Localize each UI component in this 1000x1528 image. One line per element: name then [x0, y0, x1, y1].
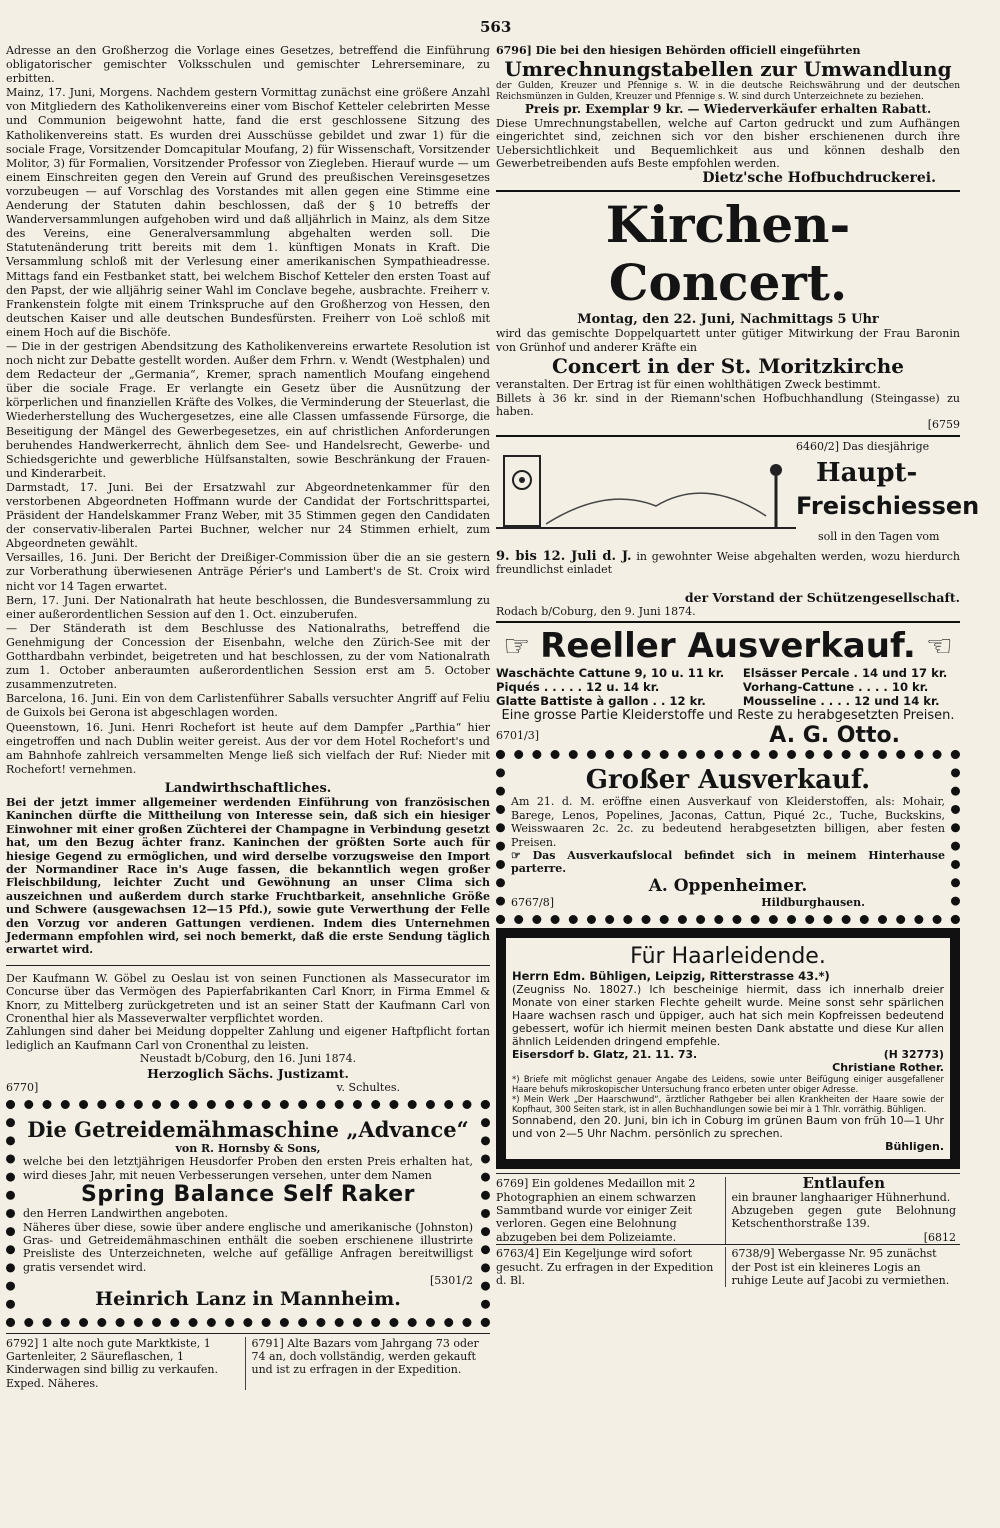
shooting-place: Rodach b/Coburg, den 9. Juni 1874. — [496, 604, 696, 618]
shooting-text: soll in den Tagen vom — [818, 529, 940, 543]
price-item: Vorhang-Cattune . . . . 10 kr. — [742, 680, 929, 695]
tables-number: 6796] — [496, 44, 532, 57]
notice-text: Der Kaufmann W. Göbel zu Oeslau ist von seinen Functionen als Massecurator im Concurse über das Vermögen des Papierfabrikanten Carl Knorr, in Firma Emmel & Knorr, zu Mittelberg zurückgetreten und ist an seiner Statt der Kaufmann Carl von Cronenthal hier als Masseverwalter verpflichtet worden. — [6, 971, 490, 1025]
oppenheimer-number: 6767/8] — [511, 895, 554, 909]
hair-code: (H 32773) — [883, 1048, 944, 1062]
advance-number: [5301/2 — [430, 1274, 473, 1288]
otto-number: 6701/3] — [496, 729, 539, 743]
news-paragraph: Darmstadt, 17. Juni. Bei der Ersatzwahl zur Abgeordnetenkammer für den verstorbenen Abgeordneten Hoffmann wurde der Candidat der Fortschrittspartei, Präsident der Handelskammer Franz Weber, mit 35 Stimmen gegen den Candidaten der conservativ-liberalen Partei Buchner, welcher nur 24 Stimmen erhielt, zum Abgeordneten gewählt. — [6, 480, 490, 551]
news-paragraph: Barcelona, 16. Juni. Ein von dem Carlistenführer Saballs versuchter Angriff auf Feliu de Guixols bei Gerona ist abgeschlagen worden. — [6, 692, 490, 720]
hair-signature: Christiane Rother. — [832, 1061, 944, 1075]
advance-company: Heinrich Lanz in Mannheim. — [95, 1287, 401, 1310]
news-paragraph: Mainz, 17. Juni, Morgens. Nachdem gestern Vormittag zunächst eine größere Anzahl von Mitgliedern des Katholikenvereins einer vom Bischof Ketteler celebrirten Messe und Communion beigewohnt hatte, fand die erst geschlossene Sitzung des Katholikenvereins statt. Es wurden drei Ausschüsse gebildet und zwar 1) für die sociale Frage, Vorsitzender Domcapitular Moufang, 2) für Wissenschaft, Vorsitzender Molitor, 3) für Formalien, Vorsitzender Professor von Ziegleben. Hierauf wurde — um einem Einschreiten gegen den Verein auf Grund des preußischen Vereinsgesetzes vorzubeugen — auf Vorschlag des Vorstandes mit allen gegen eine Stimme eine Aenderung der Statuten dahin beschlossen, daß der § 10 betreffs der Wanderversammlungen aufgehoben wird und daß alljährlich in Mainz, als dem Sitze des Vereins, eine Generalversammlung abgehalten werden soll. Die Statutenänderung tritt bereits mit dem 1. künftigen Monats in Kraft. Die Versammlung schloß mit der Verlesung einer amerikanischen Sympathieadresse. Mittags fand ein Festbanket statt, bei welchem Bischof Ketteler den ersten Toast auf den Papst, der wie alljährig seiner Wahl im Conclave begehe, ausbrachte. Freiherr v. Frankenstein folgte mit einem Trinkspruche auf den Großherzog von Hessen, den deutschen Kaiser und alle deutschen Bundesfürsten. Freiherr von Loë schloß mit einem Hoch auf die Bischöfe. — [6, 86, 490, 339]
oppenheimer-ad — [496, 750, 960, 924]
news-paragraph: Bern, 17. Juni. Der Nationalrath hat heute beschlossen, die Bundesversammlung zu einer außerordentlichen Session auf den 1. Oct. einzuberufen. — [6, 593, 490, 621]
advance-model: Spring Balance Self Raker — [81, 1182, 415, 1208]
oppenheimer-text: Am 21. d. M. eröffne einen Ausverkauf von Kleiderstoffen, als: Mohair, Barege, Lenos, Popelines, Jaconas, Cattun, Piqué 2c., Tuche, Buckskins, Weisswaaren 2c. 2c. zu bedeutend herabgesetzten billigen, aber festen Preisen. — [511, 795, 945, 849]
hair-place: Eisersdorf b. Glatz, 21. 11. 73. — [512, 1048, 698, 1062]
divider — [6, 965, 490, 966]
notice-signature: v. Schultes. — [336, 1080, 400, 1094]
price-item: Mousseline . . . . 12 und 14 kr. — [742, 694, 940, 709]
oppenheimer-note: ☞ Das Ausverkaufslocal befindet sich in meinem Hinterhause parterre. — [511, 848, 945, 876]
hair-text: (Zeugniss No. 18027.) Ich bescheinige hiermit, dass ich innerhalb dreier Monate von einer starken Flechte geheilt wurde. Meine sonst sehr spärlichen Haare wachsen rasch und üppiger, auch hat sich mein Kopfreissen bedeutend gebessert, wofür ich hiermit meinen besten Dank abstatte und diese Kur allen ähnlich Leidenden dringend empfehle. — [512, 983, 944, 1049]
escaped-text-2: Abzugeben gegen gute Belohnung Ketschenthorstraße 139. — [731, 1203, 956, 1231]
advance-ad — [6, 1100, 490, 1327]
shooting-dates: 9. bis 12. Juli d. J. — [496, 548, 632, 564]
hair-signature-2: Bühligen. — [885, 1140, 944, 1154]
concert-text-3: Billets à 36 kr. sind in der Riemann'schen Hofbuchhandlung (Steingasse) zu haben. — [496, 391, 960, 419]
hair-ad — [496, 928, 960, 1169]
tables-price: Preis pr. Exemplar 9 kr. — Wiederverkäufer erhalten Rabatt. — [524, 102, 932, 117]
advance-text-3: Näheres über diese, sowie über andere englische und amerikanische (Johnston) Gras- und Getreidemähmaschinen enthält die soeben erschienene illustrirte Preisliste des Unterzeichneten, welche auf gefällige Anfragen bereitwilligst gratis versendet wird. — [23, 1220, 473, 1274]
advance-title: Die Getreidemähmaschine „Advance“ — [27, 1117, 469, 1142]
medal-ad: 6769] Ein goldenes Medaillon mit 2 Photographien an einem schwarzen Sammtband wurde vor einiger Zeit verloren. Gegen eine Belohnung abzugeben bei dem Polizeiamte. — [496, 1177, 726, 1244]
news-paragraph: — Der Ständerath ist dem Beschlusse des Nationalraths, betreffend die Genehmigung der Concession der Eisenbahn, welche den Zürich-See mit der Gotthardbahn verbindet, beigetreten und hat beschlossen, zu der vom Nationalrath zum 1. October anberaumten außerordentlichen Session erst am 5. October zusammenzutreten. — [6, 621, 490, 692]
advance-maker: von R. Hornsby & Sons, — [175, 1142, 321, 1155]
news-section — [6, 44, 490, 777]
concert-subtitle: Concert in der St. Moritzkirche — [551, 354, 904, 379]
kegel-ad: 6763/4] Ein Kegeljunge wird sofort gesucht. Zu erfragen in der Expedition d. Bl. — [496, 1247, 726, 1287]
concert-date: Montag, den 22. Juni, Nachmittags 5 Uhr — [577, 312, 879, 328]
hair-footnote: *) Mein Werk „Der Haarschwund“, ärztlicher Rathgeber bei allen Krankheiten der Haare sowie der Kopfhaut, 300 Seiten stark, ist in allen Buchhandlungen sowie bei mir à 1 Thlr. vorräthig. Bühligen. — [512, 1094, 944, 1115]
tables-ad — [496, 44, 960, 186]
notice-ad — [6, 972, 490, 1094]
notice-place: Neustadt b/Coburg, den 16. Juni 1874. — [139, 1052, 357, 1066]
oppenheimer-company: A. Oppenheimer. — [648, 875, 808, 896]
concert-number: [6759 — [927, 418, 960, 432]
shooting-text-2: in gewohnter Weise abgehalten werden, wozu hierdurch freundlichst einladet — [496, 549, 960, 577]
small-ad: 6792] 1 alte noch gute Marktkiste, 1 Gartenleiter, 2 Säureflaschen, 1 Kinderwagen sind billig zu verkaufen. Exped. Näheres. — [6, 1337, 246, 1391]
pointing-hand-icon: ☞ — [503, 628, 531, 664]
otto-price-list — [496, 666, 960, 708]
logis-ad: 6738/9] Webergasse Nr. 95 zunächst der Post ist ein kleineres Logis an ruhige Leute auf Jacobi zu vermiethen. — [731, 1247, 950, 1287]
tables-text-2: Diese Umrechnungstabellen, welche auf Carton gedruckt und zum Aufhängen eingerichtet sind, zeichnen sich vor den bisher erschienenen durch ihre Uebersichtlichkeit und Bequemlichkeit aus und können deshalb den Gewerbetreibenden aufs Beste empfohlen werden. — [496, 116, 960, 171]
shooting-title-2: Freischiessen — [796, 491, 980, 520]
tables-text: der Gulden, Kreuzer und Pfennige s. W. in die deutsche Reichswährung und der deutschen Reichsmünzen in Gulden, Kreuzer und Pfennige s. W. sind durch Unterzeichnete zu beziehen. — [496, 81, 960, 103]
notice-number: 6770] — [6, 1080, 39, 1094]
notice-authority: Herzoglich Sächs. Justizamt. — [147, 1065, 349, 1081]
small-ads-row — [6, 1333, 490, 1391]
price-item: Piqués . . . . . 12 u. 14 kr. — [496, 680, 660, 695]
shooting-ad — [496, 439, 980, 590]
oppenheimer-place: Hildburghausen. — [761, 895, 865, 909]
advance-text: welche bei den letztjährigen Heusdorfer Proben den ersten Preis erhalten hat, wird dieses Jahr, mit neuen Verbesserungen versehen, unter dem Namen — [23, 1155, 473, 1182]
news-paragraph: Versailles, 16. Juni. Der Bericht der Dreißiger-Commission über die an sie gestern zur Vorberathung überwiesenen Anträge Périer's und Lambert's de St. Croix wird nicht vor 14 Tagen erwartet. — [6, 551, 490, 593]
concert-text: wird das gemischte Doppelquartett unter gütiger Mitwirkung der Frau Baronin von Grünhof und anderer Kräfte ein — [496, 327, 960, 354]
advance-text-2: den Herren Landwirthen angeboten. — [23, 1207, 228, 1221]
escaped-text: ein brauner langhaariger Hühnerhund. — [731, 1190, 951, 1204]
pointing-hand-icon: ☜ — [925, 628, 953, 664]
shooting-title-1: Haupt- — [816, 457, 918, 488]
right-column — [496, 44, 980, 1520]
small-ads-row — [496, 1244, 960, 1287]
price-item: Waschächte Cattune 9, 10 u. 11 kr. — [496, 666, 725, 681]
concert-text-2: veranstalten. Der Ertrag ist für einen wohlthätigen Zweck bestimmt. — [496, 378, 881, 392]
otto-title: Reeller Ausverkauf. — [540, 626, 916, 667]
shooting-number: 6460/2] — [796, 439, 839, 453]
news-paragraph: Adresse an den Großherzog die Vorlage eines Gesetzes, betreffend die Einführung obligatorischer gemischter Volksschulen und gemischter Lehrerseminare, zu erbitten. — [6, 44, 490, 86]
tables-title: Umrechnungstabellen zur Umwandlung — [504, 57, 952, 82]
news-paragraph: Queenstown, 16. Juni. Henri Rochefort ist heute auf dem Dampfer „Parthia“ hier eingetroffen und nach Dublin weiter gereist. Aus der vor dem Hotel Rochefort's und am Bahnhofe zahlreich versammelten Menge ließ sich vielfach der Ruf: Nieder mit Rochefort! vernehmen. — [6, 720, 490, 776]
oppenheimer-title: Großer Ausverkauf. — [585, 765, 871, 796]
news-paragraph: — Die in der gestrigen Abendsitzung des Katholikenvereins erwartete Resolution ist noch nicht zur Debatte gestellt worden. Außer dem Frhrn. v. Wendt (Westphalen) und dem Redacteur der „Germania“, Kremer, sprach namentlich Moufang eingehend über die sociale Frage. Er verlangte ein Gesetz über die Ausnützung der körperlichen und finanziellen Kräfte des Volkes, die Verminderung der Steuerlast, die Wiederherstellung des Wuchergesetzes, eine alle Classen umfassende Fürsorge, die Beseitigung der Mängel des Gewerbegesetzes, ein auf christlichen Anforderungen beruhendes Handwerkerrecht, ähnlich dem See- und Handelsrecht, Gewerbe- und Schiedsgerichte und gewerbliche Hülfsanstalten, sowie Beschränkung der Frauen- und Kinderarbeit. — [6, 339, 490, 480]
concert-ad — [496, 196, 960, 431]
hair-title: Für Haarleidende. — [630, 944, 826, 970]
price-item: Glatte Battiste à gallon . . 12 kr. — [496, 694, 706, 709]
shooting-intro: Das diesjährige — [842, 439, 930, 453]
shooting-range-illustration — [496, 446, 796, 546]
concert-title: Kirchen-Concert. — [605, 195, 851, 313]
hair-text-2: Sonnabend, den 20. Juni, bin ich in Coburg im grünen Baum von früh 10—1 Uhr und von 2—5 Uhr Nachm. persönlich zu sprechen. — [512, 1114, 944, 1141]
page-number: 563 — [480, 18, 512, 36]
otto-ad — [496, 626, 960, 748]
hair-address: Herrn Edm. Bühligen, Leipzig, Ritterstrasse 43.*) — [512, 969, 830, 984]
tables-signature: Dietz'sche Hofbuchdruckerei. — [702, 170, 936, 187]
hair-footnote: *) Briefe mit möglichst genauer Angabe des Leidens, sowie unter Beifügung einiger ausgefallener Haare behufs mikroskopischer Untersuchung franco erbeten unter obiger Adresse. — [512, 1074, 944, 1095]
notice-text-2: Zahlungen sind daher bei Meidung doppelter Zahlung und eigener Haftpflicht fortan lediglich an Kaufmann Carl von Cronenthal zu leisten. — [6, 1025, 490, 1052]
escaped-title: Entlaufen — [802, 1174, 885, 1193]
shooting-signature: der Vorstand der Schützengesellschaft. — [684, 589, 960, 605]
escaped-number: [6812 — [923, 1230, 956, 1244]
price-item: Elsässer Percale . 14 und 17 kr. — [742, 666, 948, 681]
escaped-dog-ad — [731, 1174, 961, 1244]
small-ad: 6791] Alte Bazars vom Jahrgang 73 oder 74 an, doch vollständig, werden gekauft und ist zu erfragen in der Expedition. — [251, 1336, 479, 1377]
otto-company: A. G. Otto. — [769, 723, 900, 749]
left-column — [6, 44, 490, 1520]
agri-heading: Landwirthschaftliches. — [164, 780, 332, 796]
tables-intro: Die bei den hiesigen Behörden officiell eingeführten — [535, 44, 861, 57]
otto-text: Eine grosse Partie Kleiderstoffe und Reste zu herabgesetzten Preisen. — [501, 708, 955, 724]
small-ads-row — [496, 1173, 960, 1244]
agri-text: Bei der jetzt immer allgemeiner werdenden Einführung von französischen Kaninchen dürfte die Mittheilung von Interesse sein, daß sich ein hiesiger Einwohner mit einer großen Züchterei der Champagne in Verbindung gesetzt hat, um den Bezug ächter franz. Kaninchen der größten Sorte auch für hiesige Gegend zu ermöglichen, und wird derselbe vorzugsweise den Import der Normandiner Race in's Auge fassen, die bekanntlich wegen großer Fleischbildung, leichter Zucht und Gewöhnung an unser Clima sich auszeichnen und außerdem durch starke Fruchtbarkeit, ansehnliche Größe und Schwere (ausgewachsen 12—15 Pfd.), sowie gute Verwerthung der Felle den Vorzug vor anderen Gattungen verdienen. Indem dies Unternehmen Jedermann empfohlen wird, sei noch bemerkt, daß die erste Sendung täglich erwartet wird. — [6, 795, 490, 957]
